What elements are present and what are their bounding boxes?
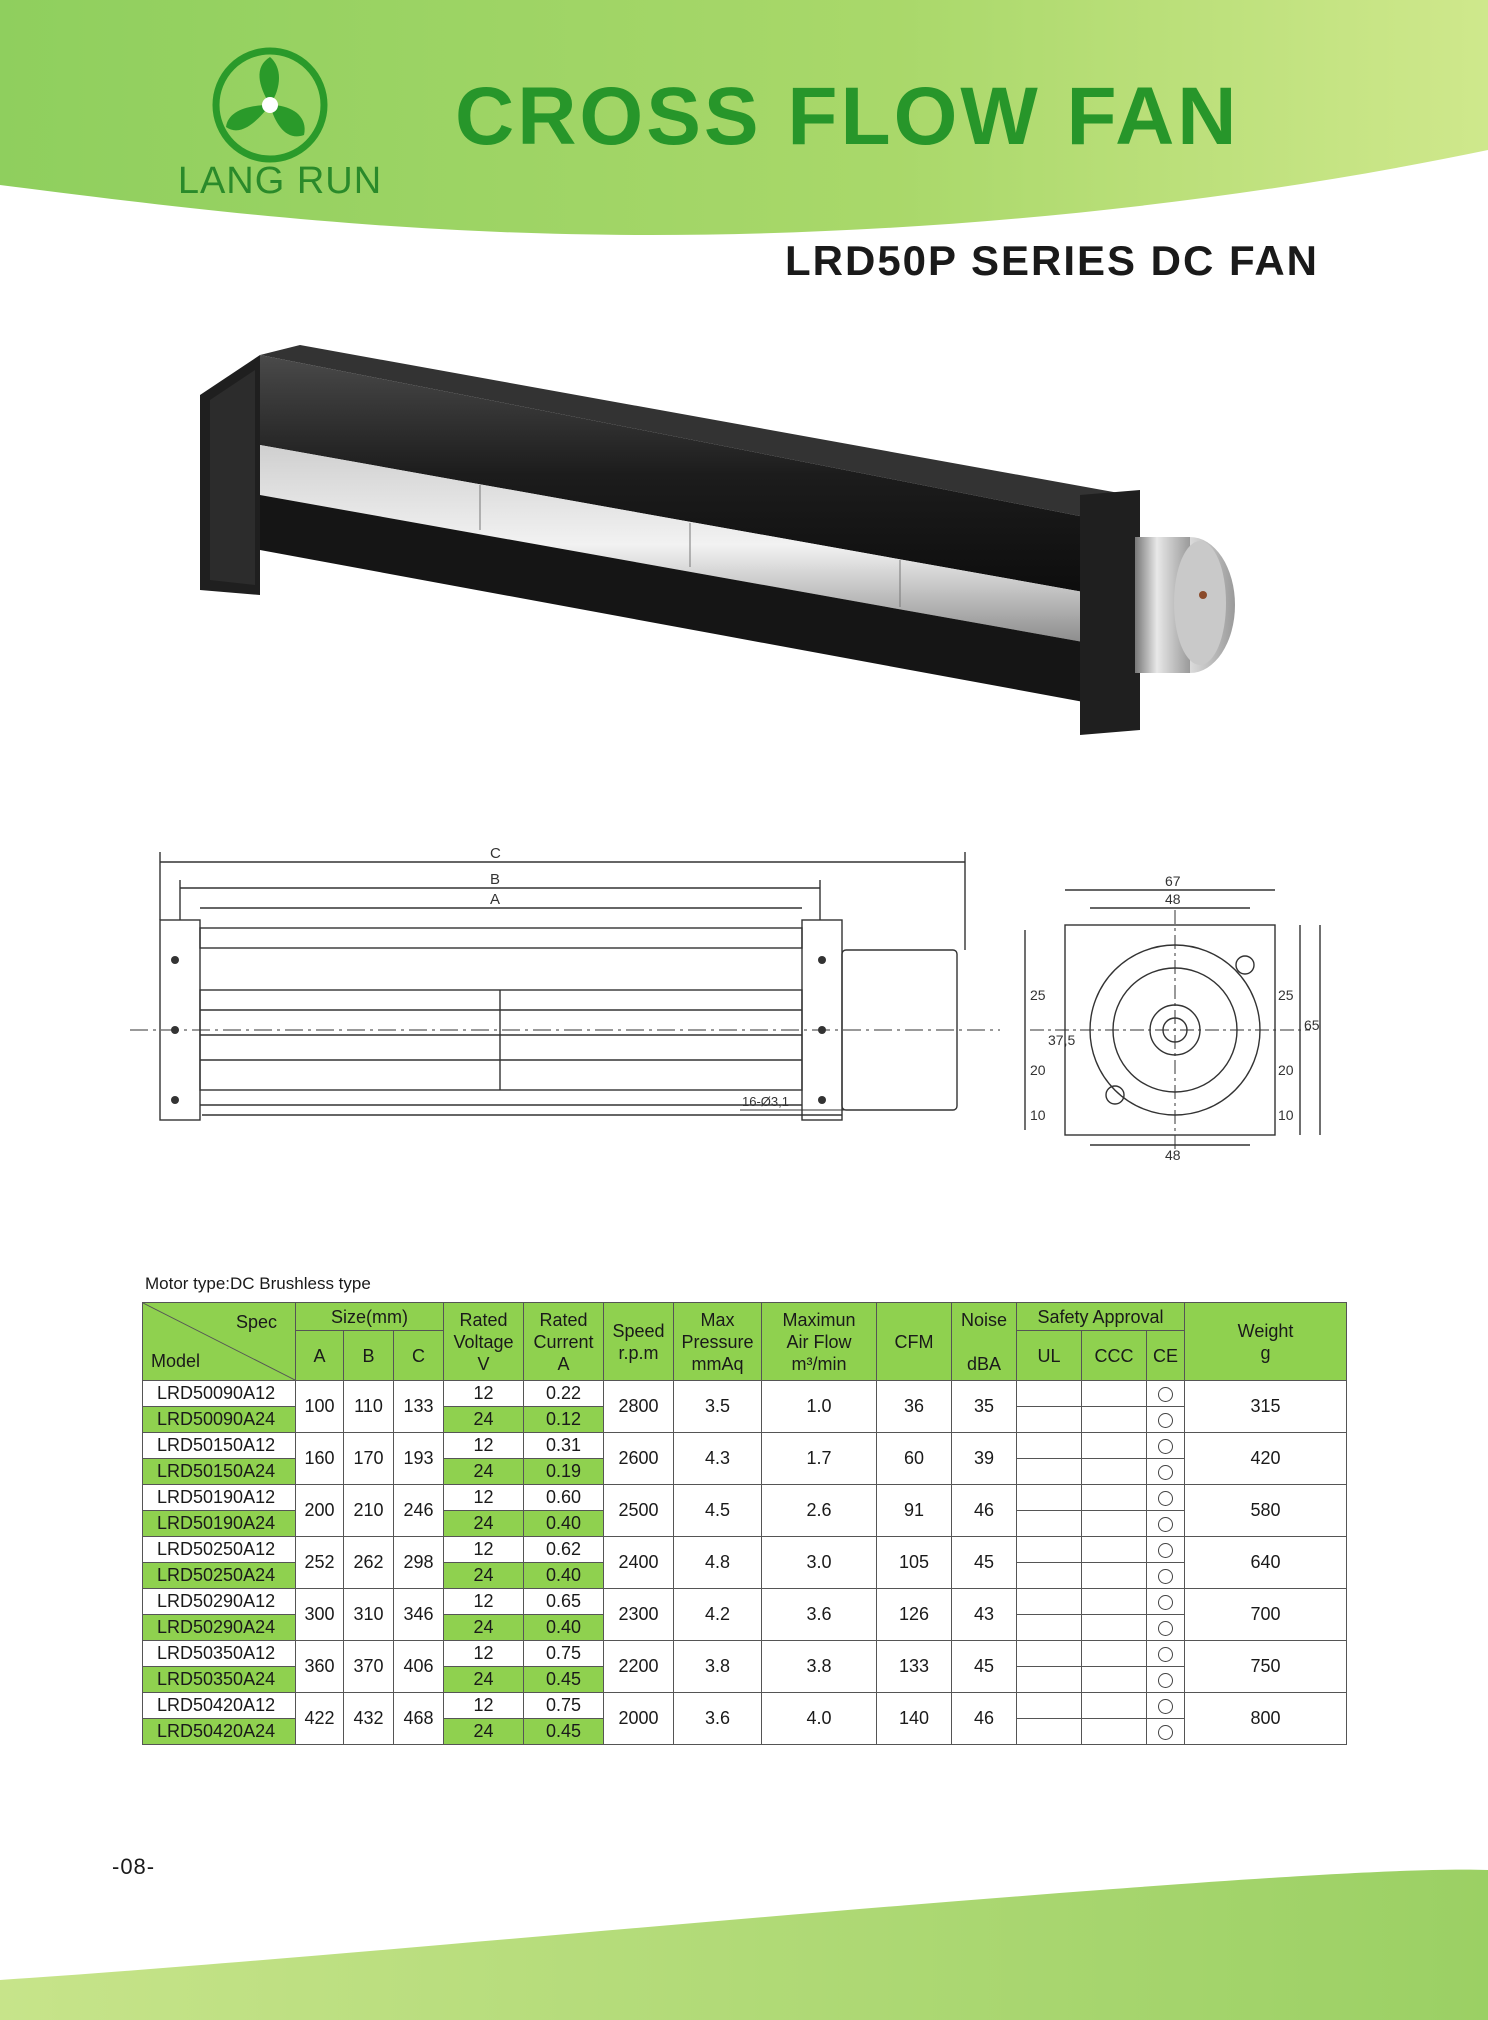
airflow-cell: 1.7 bbox=[762, 1433, 877, 1485]
cfm-cell: 105 bbox=[877, 1537, 952, 1589]
ce-cell bbox=[1147, 1459, 1185, 1485]
noise-cell: 45 bbox=[952, 1641, 1017, 1693]
series-subtitle: LRD50P SERIES DC FAN bbox=[785, 237, 1320, 284]
ccc-cell bbox=[1082, 1537, 1147, 1563]
size-header: Size(mm) bbox=[296, 1303, 444, 1331]
right-dim-65: 65 bbox=[1304, 1017, 1320, 1033]
ccc-cell bbox=[1082, 1381, 1147, 1407]
ul-cell bbox=[1017, 1511, 1082, 1537]
ce-cell bbox=[1147, 1511, 1185, 1537]
ccc-cell bbox=[1082, 1589, 1147, 1615]
size-c-cell: 133 bbox=[394, 1381, 444, 1433]
fan-logo-icon bbox=[210, 45, 330, 165]
ccc-cell bbox=[1082, 1433, 1147, 1459]
voltage-cell: 12 bbox=[444, 1433, 524, 1459]
ce-cell bbox=[1147, 1381, 1185, 1407]
airflow-cell: 4.0 bbox=[762, 1693, 877, 1745]
airflow-header: Maximun Air Flow m³/min bbox=[762, 1303, 877, 1381]
model-cell: LRD50090A12 bbox=[143, 1381, 296, 1407]
safety-header: Safety Approval bbox=[1017, 1303, 1185, 1331]
noise-cell: 39 bbox=[952, 1433, 1017, 1485]
ce-mark-icon bbox=[1158, 1621, 1173, 1636]
ce-mark-icon bbox=[1158, 1439, 1173, 1454]
table-row bbox=[143, 1589, 1347, 1615]
size-a-cell: 252 bbox=[296, 1537, 344, 1589]
ccc-cell bbox=[1082, 1719, 1147, 1745]
ccc-cell bbox=[1082, 1641, 1147, 1667]
dim-c-label: C bbox=[490, 845, 501, 862]
size-b-cell: 432 bbox=[344, 1693, 394, 1745]
airflow-cell: 3.0 bbox=[762, 1537, 877, 1589]
voltage-cell: 24 bbox=[444, 1615, 524, 1641]
ce-cell bbox=[1147, 1485, 1185, 1511]
model-cell: LRD50250A24 bbox=[143, 1563, 296, 1589]
ce-cell bbox=[1147, 1537, 1185, 1563]
ul-cell bbox=[1017, 1693, 1082, 1719]
ce-mark-icon bbox=[1158, 1725, 1173, 1740]
table-row bbox=[143, 1485, 1347, 1511]
ul-cell bbox=[1017, 1641, 1082, 1667]
spec-table bbox=[142, 1302, 1347, 1745]
current-cell: 0.40 bbox=[524, 1563, 604, 1589]
weight-cell: 640 bbox=[1185, 1537, 1347, 1589]
right-dim-25: 25 bbox=[1278, 987, 1294, 1003]
ce-mark-icon bbox=[1158, 1413, 1173, 1428]
model-cell: LRD50420A12 bbox=[143, 1693, 296, 1719]
cfm-cell: 140 bbox=[877, 1693, 952, 1745]
size-c-cell: 406 bbox=[394, 1641, 444, 1693]
left-dim-25: 25 bbox=[1030, 987, 1046, 1003]
model-cell: LRD50420A24 bbox=[143, 1719, 296, 1745]
ce-mark-icon bbox=[1158, 1517, 1173, 1532]
spec-label: Spec bbox=[235, 1312, 277, 1332]
voltage-cell: 12 bbox=[444, 1693, 524, 1719]
size-c-cell: 193 bbox=[394, 1433, 444, 1485]
size-a-cell: 422 bbox=[296, 1693, 344, 1745]
model-cell: LRD50250A12 bbox=[143, 1537, 296, 1563]
ce-mark-icon bbox=[1158, 1387, 1173, 1402]
current-cell: 0.40 bbox=[524, 1615, 604, 1641]
cfm-cell: 36 bbox=[877, 1381, 952, 1433]
left-dim-375: 37,5 bbox=[1048, 1032, 1076, 1048]
table-row bbox=[143, 1381, 1347, 1407]
weight-header: Weight g bbox=[1185, 1303, 1347, 1381]
model-cell: LRD50150A12 bbox=[143, 1433, 296, 1459]
cfm-cell: 60 bbox=[877, 1433, 952, 1485]
cfm-cell: 91 bbox=[877, 1485, 952, 1537]
page-number: -08- bbox=[112, 1854, 156, 1879]
size-b-cell: 370 bbox=[344, 1641, 394, 1693]
ce-cell bbox=[1147, 1693, 1185, 1719]
left-dim-10: 10 bbox=[1030, 1107, 1046, 1123]
dim-b-label: B bbox=[490, 871, 501, 888]
ce-mark-icon bbox=[1158, 1595, 1173, 1610]
ce-mark-icon bbox=[1158, 1569, 1173, 1584]
current-cell: 0.60 bbox=[524, 1485, 604, 1511]
pressure-cell: 3.5 bbox=[674, 1381, 762, 1433]
front-dim-48-top: 48 bbox=[1165, 891, 1181, 907]
ul-cell bbox=[1017, 1719, 1082, 1745]
front-view-drawing bbox=[1010, 870, 1330, 1160]
size-b-cell: 110 bbox=[344, 1381, 394, 1433]
size-c-cell: 468 bbox=[394, 1693, 444, 1745]
table-row bbox=[143, 1641, 1347, 1667]
airflow-cell: 3.6 bbox=[762, 1589, 877, 1641]
size-c-header: C bbox=[394, 1331, 444, 1381]
ccc-header: CCC bbox=[1082, 1331, 1147, 1381]
speed-cell: 2600 bbox=[604, 1433, 674, 1485]
speed-cell: 2400 bbox=[604, 1537, 674, 1589]
speed-cell: 2500 bbox=[604, 1485, 674, 1537]
right-dim-20: 20 bbox=[1278, 1062, 1294, 1078]
size-c-cell: 346 bbox=[394, 1589, 444, 1641]
ul-cell bbox=[1017, 1459, 1082, 1485]
ccc-cell bbox=[1082, 1511, 1147, 1537]
model-cell: LRD50090A24 bbox=[143, 1407, 296, 1433]
pressure-cell: 3.6 bbox=[674, 1693, 762, 1745]
cfm-header: CFM bbox=[877, 1303, 952, 1381]
voltage-cell: 12 bbox=[444, 1381, 524, 1407]
ce-cell bbox=[1147, 1407, 1185, 1433]
pressure-cell: 4.8 bbox=[674, 1537, 762, 1589]
product-photo bbox=[200, 345, 1300, 745]
voltage-cell: 12 bbox=[444, 1589, 524, 1615]
table-row bbox=[143, 1693, 1347, 1719]
table-row bbox=[143, 1433, 1347, 1459]
ce-cell bbox=[1147, 1615, 1185, 1641]
current-cell: 0.75 bbox=[524, 1693, 604, 1719]
ce-mark-icon bbox=[1158, 1491, 1173, 1506]
current-cell: 0.19 bbox=[524, 1459, 604, 1485]
ul-cell bbox=[1017, 1615, 1082, 1641]
model-cell: LRD50190A12 bbox=[143, 1485, 296, 1511]
current-cell: 0.40 bbox=[524, 1511, 604, 1537]
size-a-cell: 160 bbox=[296, 1433, 344, 1485]
ul-header: UL bbox=[1017, 1331, 1082, 1381]
voltage-cell: 24 bbox=[444, 1667, 524, 1693]
ce-mark-icon bbox=[1158, 1647, 1173, 1662]
ul-cell bbox=[1017, 1667, 1082, 1693]
ul-cell bbox=[1017, 1537, 1082, 1563]
ccc-cell bbox=[1082, 1667, 1147, 1693]
dim-a-label: A bbox=[490, 891, 501, 908]
front-dim-67: 67 bbox=[1165, 873, 1181, 889]
ccc-cell bbox=[1082, 1459, 1147, 1485]
ce-cell bbox=[1147, 1667, 1185, 1693]
pressure-cell: 4.3 bbox=[674, 1433, 762, 1485]
size-b-header: B bbox=[344, 1331, 394, 1381]
ul-cell bbox=[1017, 1407, 1082, 1433]
size-c-cell: 246 bbox=[394, 1485, 444, 1537]
spec-model-header bbox=[143, 1303, 296, 1381]
table-row bbox=[143, 1537, 1347, 1563]
model-cell: LRD50350A24 bbox=[143, 1667, 296, 1693]
weight-cell: 580 bbox=[1185, 1485, 1347, 1537]
speed-cell: 2800 bbox=[604, 1381, 674, 1433]
model-cell: LRD50290A24 bbox=[143, 1615, 296, 1641]
voltage-cell: 24 bbox=[444, 1719, 524, 1745]
current-cell: 0.12 bbox=[524, 1407, 604, 1433]
noise-cell: 46 bbox=[952, 1485, 1017, 1537]
cfm-cell: 133 bbox=[877, 1641, 952, 1693]
right-dim-10: 10 bbox=[1278, 1107, 1294, 1123]
ccc-cell bbox=[1082, 1485, 1147, 1511]
ul-cell bbox=[1017, 1589, 1082, 1615]
current-cell: 0.22 bbox=[524, 1381, 604, 1407]
motor-type-note: Motor type:DC Brushless type bbox=[145, 1274, 371, 1293]
size-b-cell: 210 bbox=[344, 1485, 394, 1537]
airflow-cell: 1.0 bbox=[762, 1381, 877, 1433]
speed-cell: 2300 bbox=[604, 1589, 674, 1641]
current-cell: 0.45 bbox=[524, 1667, 604, 1693]
current-cell: 0.65 bbox=[524, 1589, 604, 1615]
hole-note: 16-Ø3,1 bbox=[742, 1094, 789, 1109]
speed-cell: 2200 bbox=[604, 1641, 674, 1693]
noise-cell: 45 bbox=[952, 1537, 1017, 1589]
pressure-header: Max Pressure mmAq bbox=[674, 1303, 762, 1381]
size-b-cell: 170 bbox=[344, 1433, 394, 1485]
pressure-cell: 4.5 bbox=[674, 1485, 762, 1537]
side-view-drawing bbox=[130, 840, 1010, 1140]
footer-band bbox=[0, 1830, 1488, 2020]
ce-cell bbox=[1147, 1641, 1185, 1667]
ce-mark-icon bbox=[1158, 1465, 1173, 1480]
brand-name: LANG RUN bbox=[177, 160, 383, 202]
size-a-cell: 360 bbox=[296, 1641, 344, 1693]
weight-cell: 800 bbox=[1185, 1693, 1347, 1745]
size-a-cell: 100 bbox=[296, 1381, 344, 1433]
ul-cell bbox=[1017, 1381, 1082, 1407]
ul-cell bbox=[1017, 1433, 1082, 1459]
voltage-cell: 24 bbox=[444, 1407, 524, 1433]
page-title: CROSS FLOW FAN bbox=[455, 71, 1240, 162]
model-cell: LRD50150A24 bbox=[143, 1459, 296, 1485]
model-cell: LRD50350A12 bbox=[143, 1641, 296, 1667]
voltage-header: Rated Voltage V bbox=[444, 1303, 524, 1381]
size-c-cell: 298 bbox=[394, 1537, 444, 1589]
current-header: Rated Current A bbox=[524, 1303, 604, 1381]
ce-cell bbox=[1147, 1563, 1185, 1589]
ccc-cell bbox=[1082, 1563, 1147, 1589]
ccc-cell bbox=[1082, 1693, 1147, 1719]
current-cell: 0.45 bbox=[524, 1719, 604, 1745]
size-b-cell: 310 bbox=[344, 1589, 394, 1641]
noise-header: Noise dBA bbox=[952, 1303, 1017, 1381]
size-a-header: A bbox=[296, 1331, 344, 1381]
voltage-cell: 24 bbox=[444, 1511, 524, 1537]
noise-cell: 46 bbox=[952, 1693, 1017, 1745]
voltage-cell: 24 bbox=[444, 1563, 524, 1589]
ce-cell bbox=[1147, 1589, 1185, 1615]
weight-cell: 420 bbox=[1185, 1433, 1347, 1485]
noise-cell: 35 bbox=[952, 1381, 1017, 1433]
ccc-cell bbox=[1082, 1615, 1147, 1641]
noise-cell: 43 bbox=[952, 1589, 1017, 1641]
pressure-cell: 3.8 bbox=[674, 1641, 762, 1693]
weight-cell: 315 bbox=[1185, 1381, 1347, 1433]
ccc-cell bbox=[1082, 1407, 1147, 1433]
pressure-cell: 4.2 bbox=[674, 1589, 762, 1641]
ce-cell bbox=[1147, 1433, 1185, 1459]
airflow-cell: 2.6 bbox=[762, 1485, 877, 1537]
voltage-cell: 24 bbox=[444, 1459, 524, 1485]
front-dim-48-bottom: 48 bbox=[1165, 1147, 1181, 1160]
ce-mark-icon bbox=[1158, 1673, 1173, 1688]
current-cell: 0.75 bbox=[524, 1641, 604, 1667]
voltage-cell: 12 bbox=[444, 1537, 524, 1563]
ul-cell bbox=[1017, 1485, 1082, 1511]
ul-cell bbox=[1017, 1563, 1082, 1589]
voltage-cell: 12 bbox=[444, 1641, 524, 1667]
airflow-cell: 3.8 bbox=[762, 1641, 877, 1693]
model-cell: LRD50290A12 bbox=[143, 1589, 296, 1615]
current-cell: 0.62 bbox=[524, 1537, 604, 1563]
size-a-cell: 200 bbox=[296, 1485, 344, 1537]
weight-cell: 750 bbox=[1185, 1641, 1347, 1693]
left-dim-20: 20 bbox=[1030, 1062, 1046, 1078]
speed-cell: 2000 bbox=[604, 1693, 674, 1745]
ce-cell bbox=[1147, 1719, 1185, 1745]
weight-cell: 700 bbox=[1185, 1589, 1347, 1641]
speed-header: Speed r.p.m bbox=[604, 1303, 674, 1381]
voltage-cell: 12 bbox=[444, 1485, 524, 1511]
ce-mark-icon bbox=[1158, 1543, 1173, 1558]
model-label: Model bbox=[151, 1351, 201, 1371]
size-b-cell: 262 bbox=[344, 1537, 394, 1589]
current-cell: 0.31 bbox=[524, 1433, 604, 1459]
size-a-cell: 300 bbox=[296, 1589, 344, 1641]
cfm-cell: 126 bbox=[877, 1589, 952, 1641]
ce-header: CE bbox=[1147, 1331, 1185, 1381]
ce-mark-icon bbox=[1158, 1699, 1173, 1714]
model-cell: LRD50190A24 bbox=[143, 1511, 296, 1537]
